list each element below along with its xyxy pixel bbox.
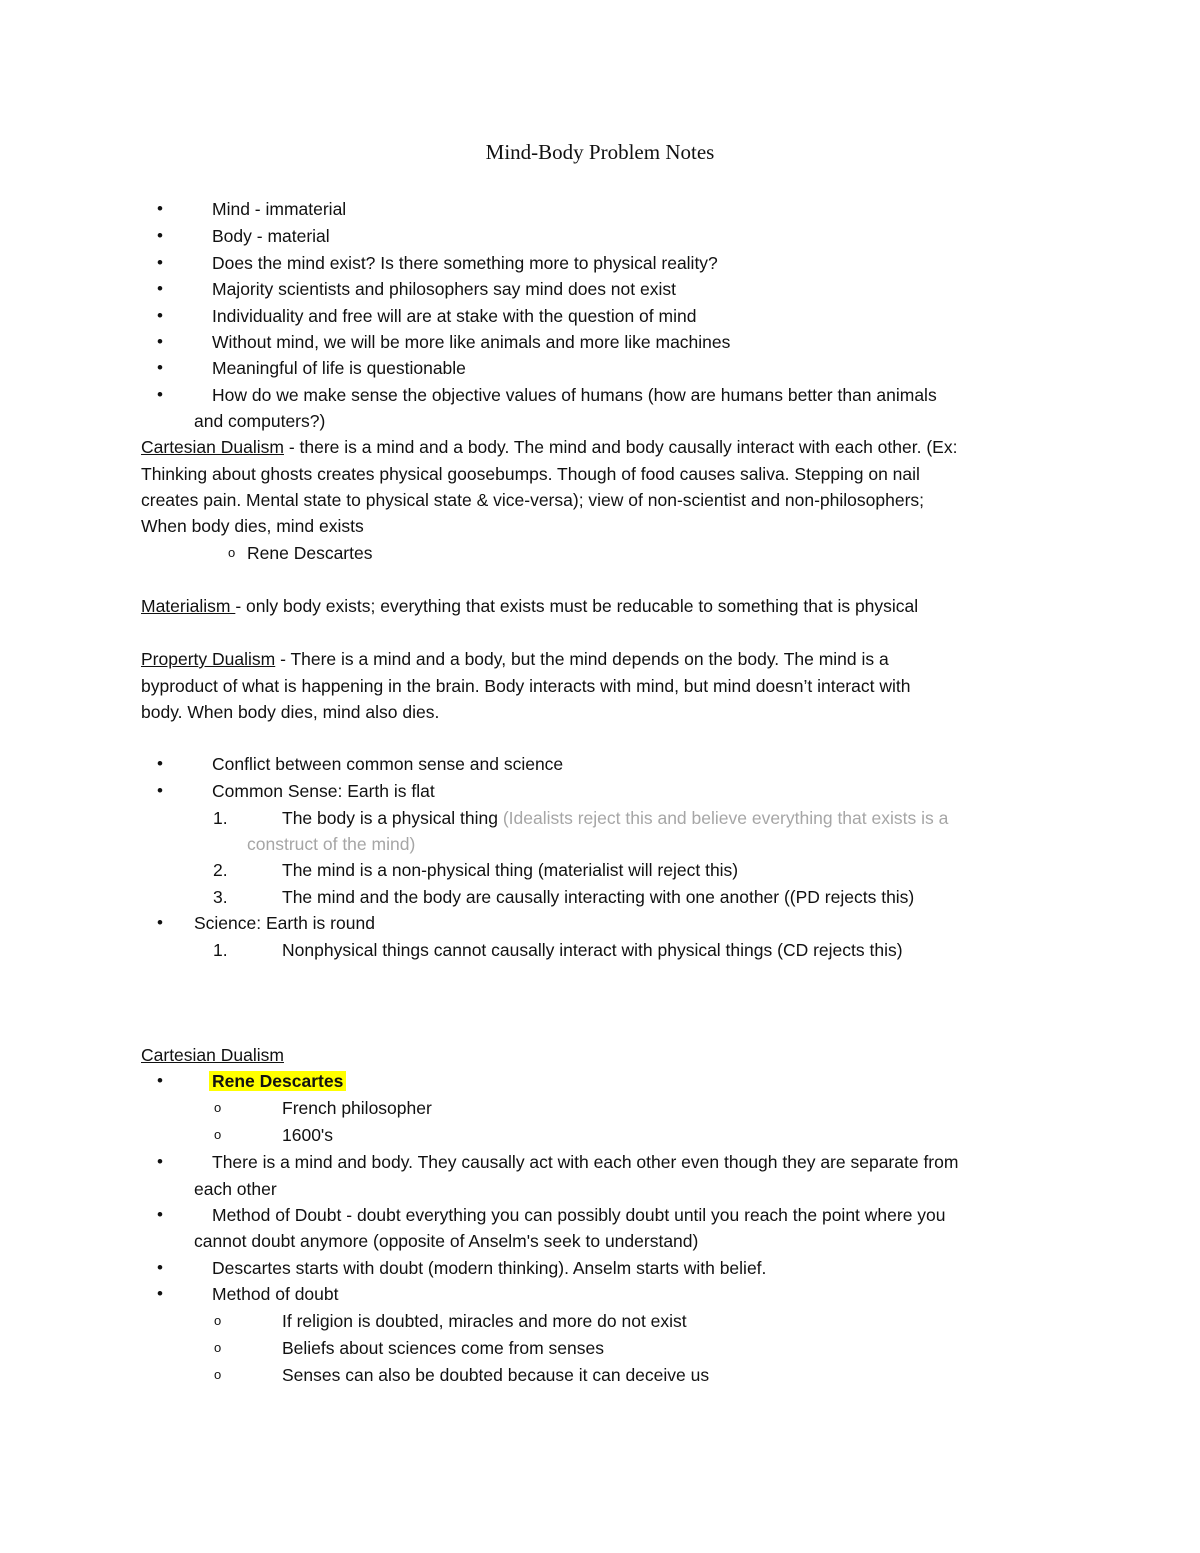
paragraph-line: byproduct of what is happening in the brain. Body interacts with mind, but mind doesn’t interact with <box>141 676 911 696</box>
list-number: 1. <box>213 808 228 828</box>
bullet-icon: • <box>157 781 163 800</box>
list-item: Does the mind exist? Is there something more to physical reality? <box>212 253 718 273</box>
bullet-icon: • <box>157 358 163 377</box>
sub-list-item: 1600's <box>282 1125 334 1145</box>
list-item: Method of Doubt - doubt everything you can possibly doubt until you reach the point where you <box>212 1205 946 1225</box>
list-item: Mind - immaterial <box>212 199 347 219</box>
list-number: 1. <box>213 940 228 960</box>
bullet-icon: • <box>157 1071 163 1090</box>
sub-list-item: Senses can also be doubted because it can deceive us <box>282 1365 710 1385</box>
list-item-continuation: and computers?) <box>194 411 326 431</box>
bullet-icon: • <box>157 279 163 298</box>
definition-text: - There is a mind and a body, but the mind depends on the body. The mind is a <box>275 649 889 669</box>
bullet-icon: • <box>157 385 163 404</box>
numbered-item: Nonphysical things cannot causally interact with physical things (CD rejects this) <box>282 940 903 960</box>
list-item: Without mind, we will be more like animals and more like machines <box>212 332 731 352</box>
circle-bullet-icon: o <box>214 1340 222 1355</box>
bullet-icon: • <box>157 199 163 218</box>
list-item <box>209 1068 346 1094</box>
bullet-icon: • <box>157 1258 163 1277</box>
circle-bullet-icon: o <box>214 1367 222 1382</box>
term-cartesian-dualism: Cartesian Dualism <box>141 437 284 457</box>
bullet-icon: • <box>157 754 163 773</box>
grey-note: (Idealists reject this and believe everything that exists is a <box>502 808 949 828</box>
definition-text: - only body exists; everything that exists must be reducable to something that is physical <box>235 596 919 616</box>
list-item: Majority scientists and philosophers say mind does not exist <box>212 279 676 299</box>
list-number: 3. <box>213 887 228 907</box>
list-item: How do we make sense the objective values of humans (how are humans better than animals <box>212 385 937 405</box>
definition-text: - there is a mind and a body. The mind and body causally interact with each other. (Ex: <box>283 437 958 457</box>
section-heading: Cartesian Dualism <box>141 1045 284 1065</box>
highlighted-text: Rene Descartes <box>209 1071 346 1091</box>
list-item: Meaningful of life is questionable <box>212 358 466 378</box>
list-item: Individuality and free will are at stake with the question of mind <box>212 306 697 326</box>
paragraph-line: body. When body dies, mind also dies. <box>141 702 440 722</box>
list-number: 2. <box>213 860 228 880</box>
list-item: Science: Earth is round <box>194 913 375 933</box>
bullet-icon: • <box>157 1284 163 1303</box>
bullet-icon: • <box>157 1152 163 1171</box>
circle-bullet-icon: o <box>214 1313 222 1328</box>
list-item: Descartes starts with doubt (modern thinking). Anselm starts with belief. <box>212 1258 767 1278</box>
bullet-icon: • <box>157 306 163 325</box>
page-title: Mind-Body Problem Notes <box>485 140 715 164</box>
numbered-item <box>282 805 948 831</box>
term-materialism: Materialism <box>141 596 236 616</box>
grey-note-continuation: construct of the mind) <box>247 834 416 854</box>
list-item: Common Sense: Earth is flat <box>212 781 435 801</box>
bullet-icon: • <box>157 253 163 272</box>
paragraph-line: creates pain. Mental state to physical state & vice-versa); view of non-scientist and non-philosophers; <box>141 490 925 510</box>
paragraph-line: Thinking about ghosts creates physical goosebumps. Though of food causes saliva. Stepping on nail <box>141 464 920 484</box>
item-text: The body is a physical thing <box>282 808 503 828</box>
numbered-item: The mind and the body are causally interacting with one another ((PD rejects this) <box>282 887 915 907</box>
list-item: Body - material <box>212 226 330 246</box>
paragraph-line <box>141 593 918 619</box>
bullet-icon: • <box>157 332 163 351</box>
paragraph-line: When body dies, mind exists <box>141 516 364 536</box>
list-item: Method of doubt <box>212 1284 339 1304</box>
paragraph-line <box>141 646 889 672</box>
list-item-continuation: cannot doubt anymore (opposite of Anselm's seek to understand) <box>194 1231 699 1251</box>
bullet-icon: • <box>157 913 163 932</box>
sub-list-item: French philosopher <box>282 1098 432 1118</box>
term-property-dualism: Property Dualism <box>141 649 276 669</box>
sub-list-item: Rene Descartes <box>247 543 373 563</box>
sub-list-item: If religion is doubted, miracles and more do not exist <box>282 1311 687 1331</box>
circle-bullet-icon: o <box>214 1127 222 1142</box>
circle-bullet-icon: o <box>214 1100 222 1115</box>
list-item-continuation: each other <box>194 1179 277 1199</box>
bullet-icon: • <box>157 226 163 245</box>
list-item: There is a mind and body. They causally act with each other even though they are separate from <box>212 1152 959 1172</box>
paragraph-line <box>141 434 957 460</box>
bullet-icon: • <box>157 1205 163 1224</box>
numbered-item: The mind is a non-physical thing (materialist will reject this) <box>282 860 739 880</box>
circle-bullet-icon: o <box>228 545 236 560</box>
list-item: Conflict between common sense and science <box>212 754 564 774</box>
sub-list-item: Beliefs about sciences come from senses <box>282 1338 604 1358</box>
